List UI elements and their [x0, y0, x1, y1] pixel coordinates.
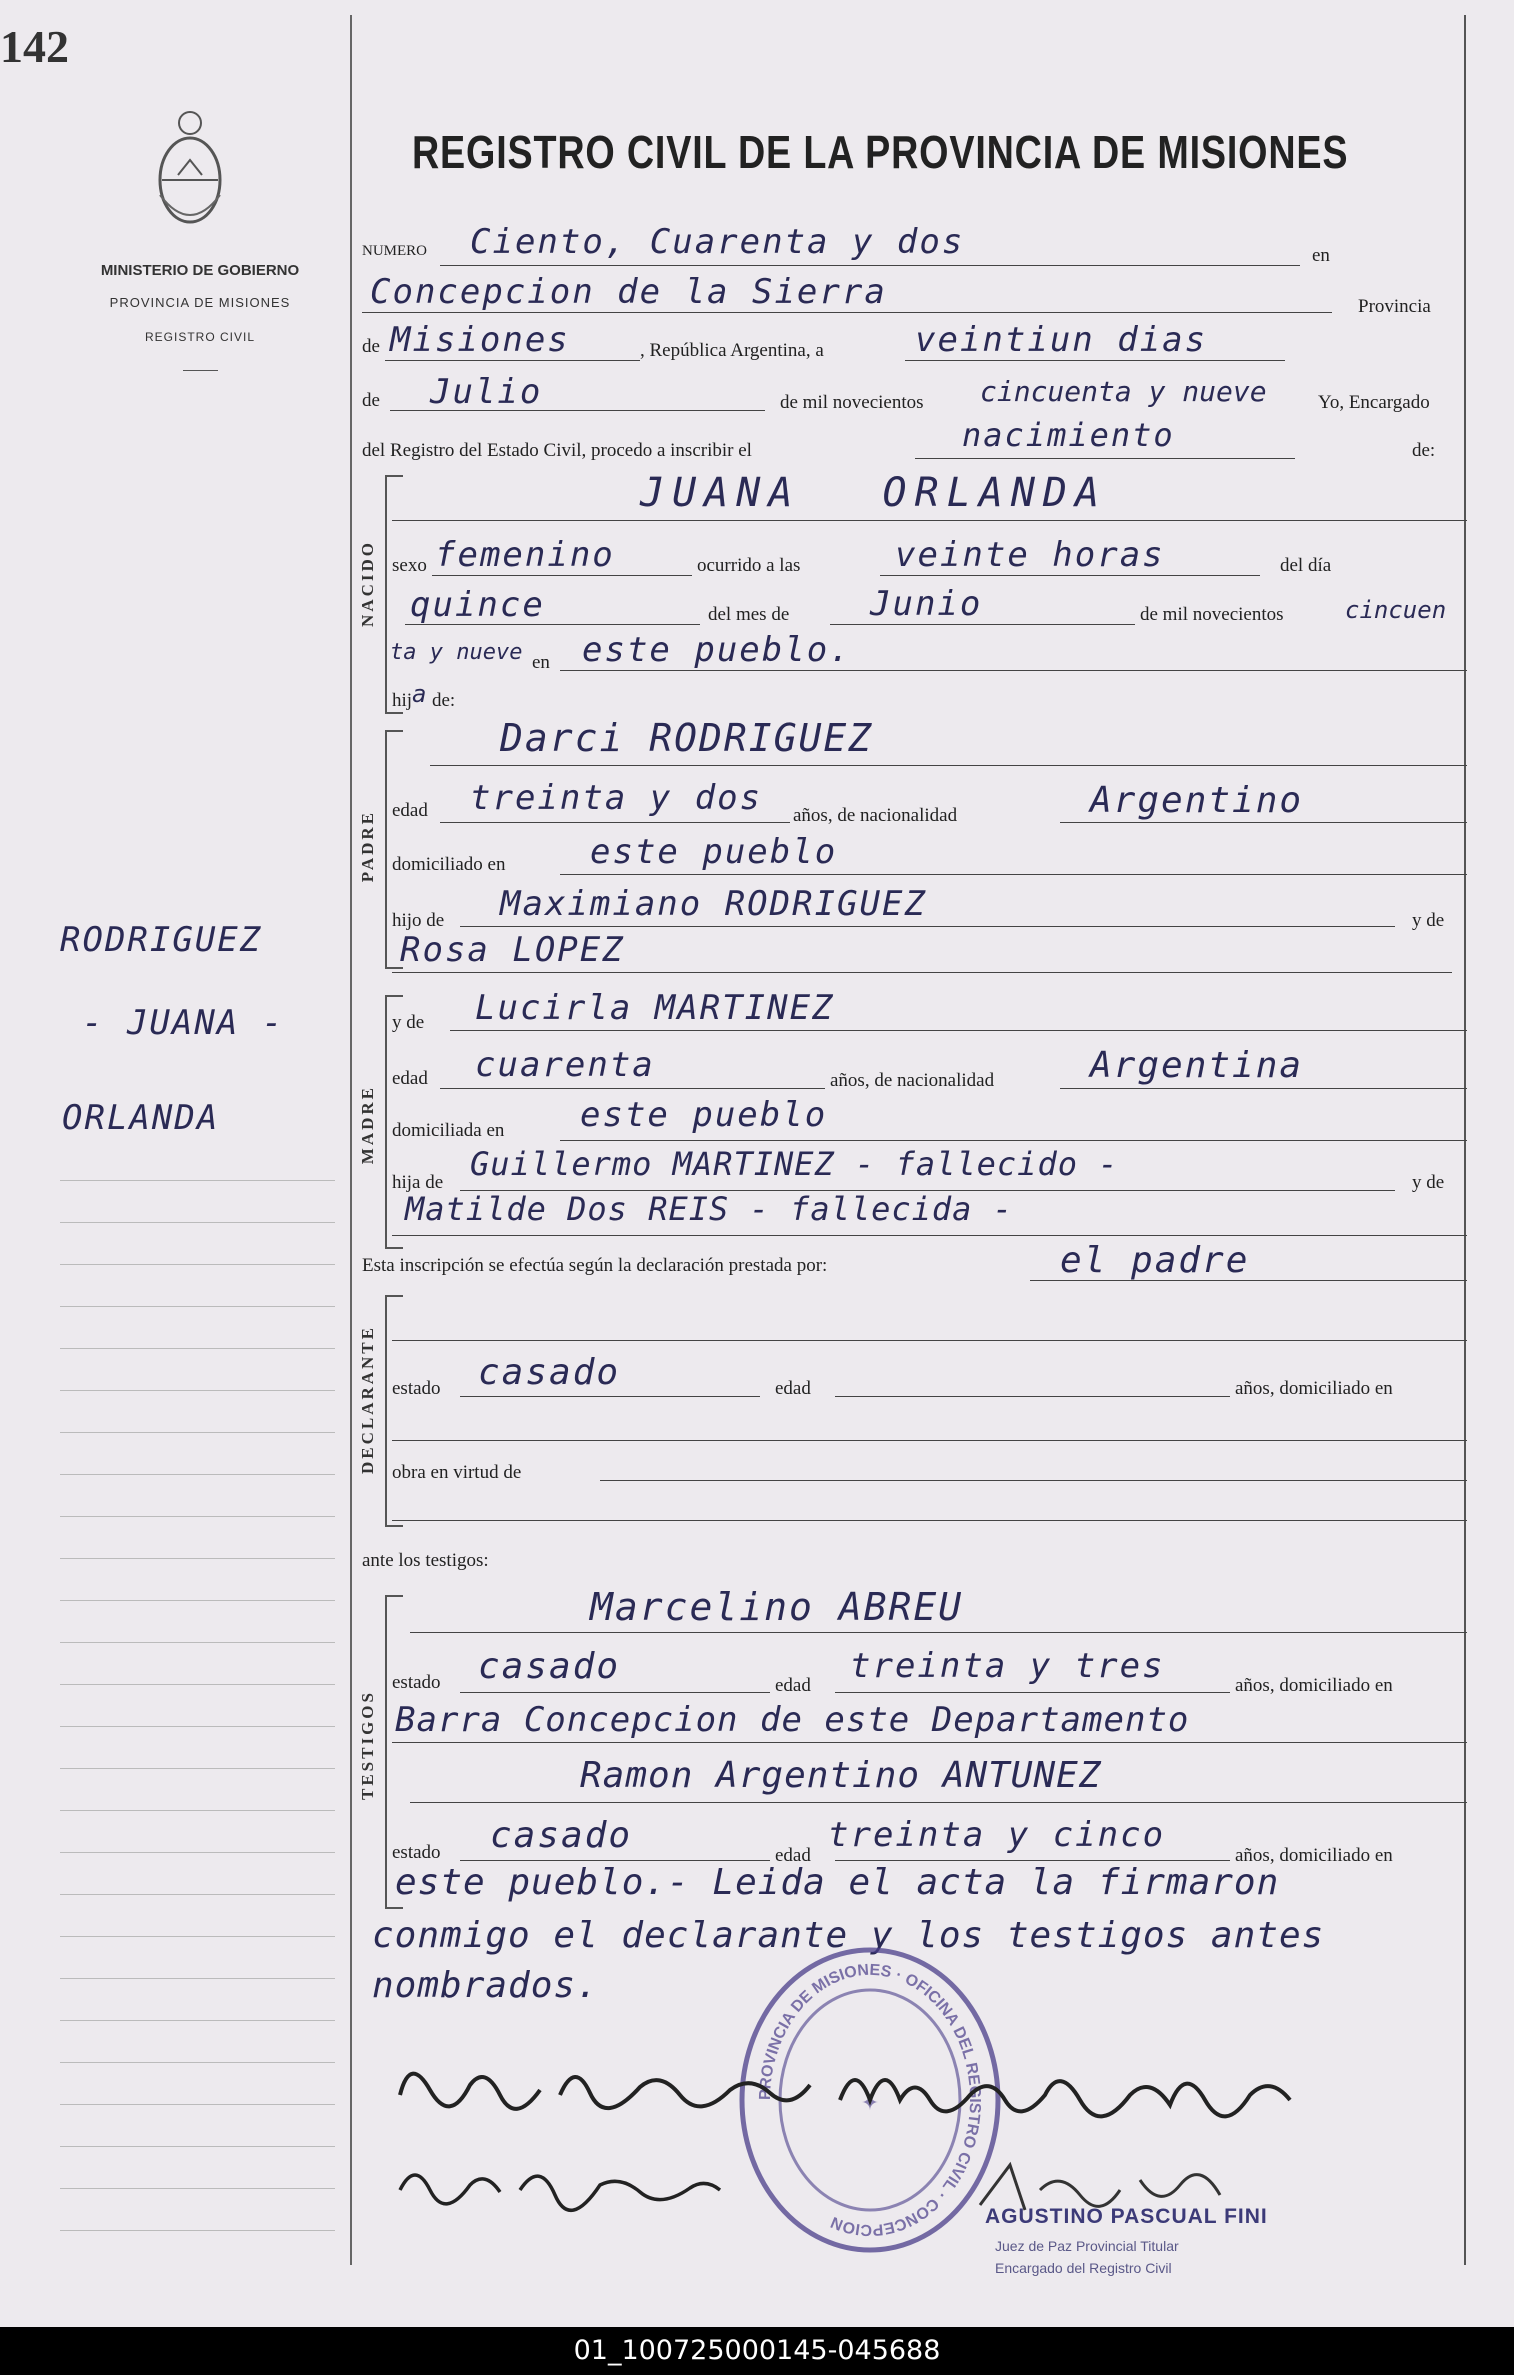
- value-cierre-2: conmigo el declarante y los testigos antes: [372, 1915, 1325, 1956]
- signature-darci-rodriguez: [390, 2045, 820, 2125]
- label-de-colon: de:: [1412, 440, 1436, 461]
- margin-ruled-line: [60, 1348, 335, 1349]
- value-madre-nombre: Lucirla MARTINEZ: [475, 988, 835, 1028]
- margin-name-second: ORLANDA: [62, 1098, 220, 1138]
- line-padre-nombre: [430, 765, 1467, 766]
- margin-ruled-line: [60, 1768, 335, 1769]
- label-madre-hija-de: hija de: [392, 1172, 444, 1193]
- line-padre-madre: [392, 972, 1452, 973]
- margin-ruled-line: [60, 1222, 335, 1223]
- label-t1-anos: años, domiciliado en: [1235, 1675, 1393, 1696]
- label-madre-edad: edad: [392, 1068, 428, 1089]
- label-decl-estado: estado: [392, 1378, 441, 1399]
- line-mes-nac: [830, 624, 1135, 625]
- label-de-mil-2: de mil novecientos: [1140, 604, 1284, 625]
- value-sexo: femenino: [435, 535, 615, 575]
- line-madre-nombre: [450, 1030, 1467, 1031]
- line-t2-edad: [835, 1860, 1230, 1861]
- line-declarante: [1030, 1280, 1467, 1281]
- value-dia: quince: [410, 585, 545, 625]
- value-madre-madre: Matilde Dos REIS - fallecida -: [405, 1190, 1013, 1228]
- header-dash: [183, 370, 218, 371]
- margin-ruled-line: [60, 2020, 335, 2021]
- official-stamp-name: AGUSTINO PASCUAL FINI: [985, 2205, 1268, 2228]
- signature-ramon-antunez: [390, 2150, 730, 2220]
- line-decl-last: [392, 1520, 1467, 1521]
- label-padre-hijo-de: hijo de: [392, 910, 445, 931]
- value-padre-nac: Argentino: [1090, 780, 1304, 821]
- margin-ruled-line: [60, 1810, 335, 1811]
- label-de-2: de: [362, 390, 380, 411]
- value-hora: veinte horas: [895, 535, 1165, 575]
- line-t1-dom: [392, 1742, 1467, 1743]
- label-declarante: DECLARANTE: [358, 1325, 377, 1475]
- province-label: PROVINCIA DE MISIONES: [109, 295, 291, 310]
- label-del-dia: del día: [1280, 555, 1332, 576]
- line-numero: [440, 265, 1300, 266]
- declarante-bracket: [385, 1295, 403, 1527]
- value-provincia: Misiones: [390, 320, 570, 360]
- line-hora: [880, 575, 1260, 576]
- label-madre-y-de: y de: [392, 1012, 425, 1033]
- value-lugar: Concepcion de la Sierra: [370, 272, 887, 312]
- label-nacido: NACIDO: [358, 540, 377, 627]
- line-padre-dom: [560, 874, 1467, 875]
- line-madre-nac: [1060, 1088, 1467, 1089]
- value-padre-dom: este pueblo: [590, 832, 838, 872]
- value-anio-nac-a: cincuen: [1345, 596, 1447, 624]
- label-t2-edad: edad: [775, 1845, 811, 1866]
- line-padre-edad: [440, 822, 790, 823]
- label-obra: obra en virtud de: [392, 1462, 522, 1483]
- line-padre-nac: [1060, 822, 1467, 823]
- margin-ruled-line: [60, 1390, 335, 1391]
- official-stamp-role: Encargado del Registro Civil: [995, 2260, 1172, 2276]
- label-de-hijo: de:: [432, 690, 456, 711]
- label-padre-y-de: y de: [1412, 910, 1445, 931]
- svg-text:PROVINCIA DE MISIONES · OFICIN: PROVINCIA DE MISIONES · OFICINA DEL REGISTRO CIVIL · CONCEPCION: [756, 1961, 984, 2239]
- value-padre-padre: Maximiano RODRIGUEZ: [500, 884, 927, 924]
- margin-ruled-line: [60, 1852, 335, 1853]
- label-del-registro: del Registro del Estado Civil, procedo a inscribir el: [362, 440, 752, 461]
- label-en: en: [1312, 245, 1330, 266]
- value-cierre-3: nombrados.: [372, 1965, 599, 2006]
- line-lugar: [362, 312, 1332, 313]
- margin-ruled-line: [60, 2146, 335, 2147]
- label-numero: NUMERO: [362, 243, 428, 259]
- svg-text:✦: ✦: [860, 2090, 880, 2115]
- line-t1-estado: [460, 1692, 770, 1693]
- label-t1-edad: edad: [775, 1675, 811, 1696]
- label-en-2: en: [532, 652, 550, 673]
- value-declarante: el padre: [1060, 1240, 1250, 1281]
- label-t1-estado: estado: [392, 1672, 441, 1693]
- value-madre-dom: este pueblo: [580, 1095, 828, 1135]
- margin-ruled-line: [60, 1978, 335, 1979]
- line-madre-dom: [560, 1140, 1467, 1141]
- line-lugar-nac: [560, 670, 1467, 671]
- value-madre-padre: Guillermo MARTINEZ - fallecido -: [470, 1145, 1119, 1183]
- margin-ruled-line: [60, 1726, 335, 1727]
- label-republica: , República Argentina, a: [640, 340, 824, 361]
- margin-ruled-line: [60, 1936, 335, 1937]
- value-padre-madre: Rosa LOPEZ: [400, 930, 625, 970]
- label-sexo: sexo: [392, 555, 427, 576]
- margin-ruled-line: [60, 1474, 335, 1475]
- line-t2-estado: [460, 1860, 770, 1861]
- nacido-bracket: [385, 475, 403, 714]
- line-padre-padre: [460, 926, 1395, 927]
- label-decl-anos: años, domiciliado en: [1235, 1378, 1393, 1399]
- line-obra: [600, 1480, 1467, 1481]
- value-mes-nac: Junio: [870, 584, 983, 624]
- label-decl-edad: edad: [775, 1378, 811, 1399]
- value-padre-edad: treinta y dos: [470, 778, 763, 818]
- value-t1-estado: casado: [478, 1646, 621, 1687]
- label-padre-nac: años, de nacionalidad: [793, 805, 958, 826]
- label-de-1: de: [362, 336, 380, 357]
- line-testigo1: [410, 1632, 1467, 1633]
- value-lugar-nac: este pueblo.: [582, 630, 852, 670]
- line-madre-madre: [392, 1235, 1467, 1236]
- value-anio-nac-b: ta y nueve: [390, 640, 523, 665]
- value-numero: Ciento, Cuarenta y dos: [470, 222, 965, 262]
- coat-of-arms-emblem: [150, 105, 230, 230]
- margin-ruled-line: [60, 1516, 335, 1517]
- label-padre: PADRE: [358, 810, 377, 883]
- margin-ruled-line: [60, 2104, 335, 2105]
- label-testigos: ante los testigos:: [362, 1550, 489, 1571]
- registry-label: REGISTRO CIVIL: [144, 330, 256, 344]
- line-testigo2: [410, 1802, 1467, 1803]
- label-provincia: Provincia: [1358, 296, 1431, 317]
- value-anio: cincuenta y nueve: [980, 375, 1267, 408]
- margin-ruled-line: [60, 1642, 335, 1643]
- margin-ruled-line: [60, 2230, 335, 2231]
- label-yo: Yo, Encargado: [1318, 392, 1430, 413]
- margin-name-first: - JUANA -: [82, 1003, 285, 1043]
- label-testigos-vert: TESTIGOS: [358, 1690, 377, 1800]
- label-de-mil: de mil novecientos: [780, 392, 924, 413]
- label-padre-dom: domiciliado en: [392, 854, 506, 875]
- label-hijo: hij: [392, 690, 413, 711]
- line-dia: [405, 624, 700, 625]
- value-dias: veintiun dias: [915, 320, 1208, 360]
- label-t2-anos: años, domiciliado en: [1235, 1845, 1393, 1866]
- margin-rule: [350, 15, 352, 2265]
- value-hijo-suffix: a: [412, 680, 429, 708]
- line-mes: [390, 410, 765, 411]
- value-nombre: JUANA ORLANDA: [640, 470, 1108, 516]
- page-number: 142: [0, 21, 69, 72]
- label-madre-y-de-2: y de: [1412, 1172, 1445, 1193]
- value-madre-nac: Argentina: [1090, 1045, 1304, 1086]
- label-madre: MADRE: [358, 1085, 377, 1165]
- line-decl-estado: [460, 1396, 760, 1397]
- label-inscripcion: Esta inscripción se efectúa según la declaración prestada por:: [362, 1255, 828, 1276]
- value-t1-edad: treinta y tres: [850, 1646, 1165, 1686]
- line-dias: [905, 360, 1285, 361]
- margin-ruled-line: [60, 2188, 335, 2189]
- line-nombre: [392, 520, 1467, 521]
- label-madre-nac: años, de nacionalidad: [830, 1070, 995, 1091]
- value-acto: nacimiento: [962, 416, 1175, 454]
- line-decl-dom: [392, 1440, 1467, 1441]
- signature-marcelino-abreu: [830, 2045, 1310, 2135]
- margin-ruled-line: [60, 1264, 335, 1265]
- value-cierre-1: este pueblo.- Leida el acta la firmaron: [395, 1862, 1280, 1903]
- margin-ruled-line: [60, 1432, 335, 1433]
- label-ocurrido: ocurrido a las: [697, 555, 801, 576]
- margin-ruled-line: [60, 1180, 335, 1181]
- label-del-mes: del mes de: [708, 604, 790, 625]
- image-id-footer: 01_100725000145-045688: [0, 2327, 1514, 2375]
- label-t2-estado: estado: [392, 1842, 441, 1863]
- document-title: REGISTRO CIVIL DE LA PROVINCIA DE MISIONES: [412, 126, 1349, 178]
- line-madre-edad: [440, 1088, 825, 1089]
- line-sexo: [432, 575, 692, 576]
- line-decl-edad: [835, 1396, 1230, 1397]
- margin-name-surname: RODRIGUEZ: [60, 920, 263, 960]
- margin-ruled-line: [60, 1684, 335, 1685]
- line-t1-edad: [835, 1692, 1230, 1693]
- value-testigo1: Marcelino ABREU: [590, 1585, 964, 1629]
- value-testigo2: Ramon Argentino ANTUNEZ: [580, 1755, 1102, 1796]
- label-padre-edad: edad: [392, 800, 428, 821]
- line-acto: [915, 458, 1295, 459]
- margin-ruled-line: [60, 1600, 335, 1601]
- official-stamp-title: Juez de Paz Provincial Titular: [995, 2238, 1179, 2254]
- value-t2-edad: treinta y cinco: [828, 1815, 1166, 1855]
- label-madre-dom: domiciliada en: [392, 1120, 505, 1141]
- value-mes: Julio: [430, 372, 543, 412]
- line-decl-1: [392, 1340, 1467, 1341]
- value-t2-estado: casado: [490, 1815, 633, 1856]
- margin-ruled-line: [60, 2062, 335, 2063]
- ministry-label: MINISTERIO DE GOBIERNO: [100, 262, 300, 279]
- value-decl-estado: casado: [478, 1352, 621, 1393]
- value-madre-edad: cuarenta: [475, 1045, 655, 1085]
- margin-ruled-line: [60, 1558, 335, 1559]
- margin-ruled-line: [60, 1894, 335, 1895]
- margin-ruled-line: [60, 1306, 335, 1307]
- line-provincia: [385, 360, 640, 361]
- value-t1-dom: Barra Concepcion de este Departamento: [395, 1700, 1190, 1740]
- value-padre-nombre: Darci RODRIGUEZ: [500, 716, 874, 760]
